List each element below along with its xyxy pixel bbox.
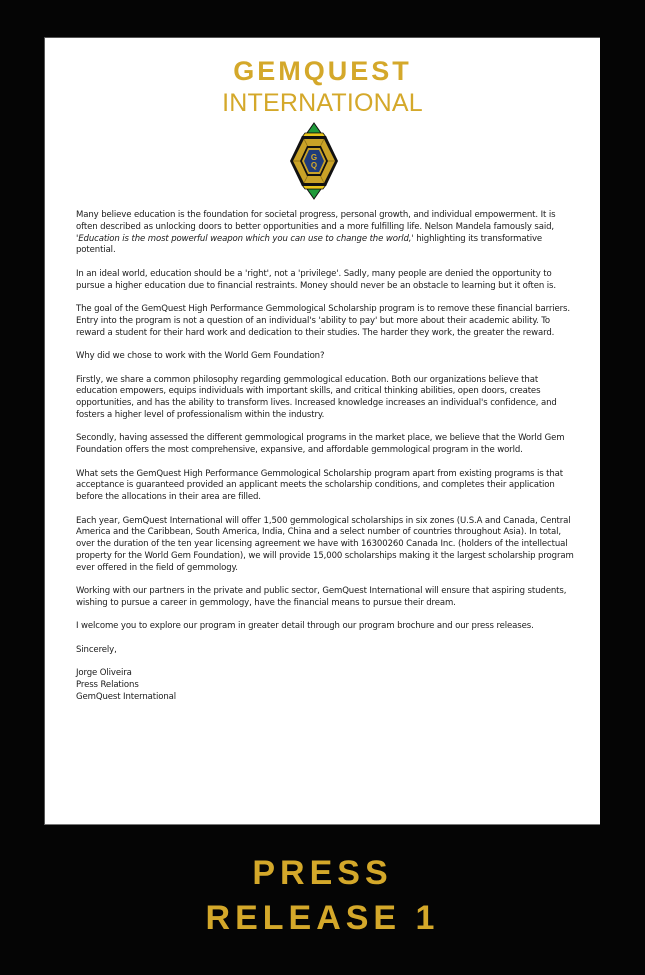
mandela-quote: Education is the most powerful weapon which you can use to change the world,' — [78, 233, 414, 244]
paragraph-welcome: I welcome you to explore our program in greater detail through our program brochure and our press releases. — [76, 621, 534, 632]
press-release-page — [44, 37, 600, 825]
paragraph-partners: Working with our partners in the private and public sector, GemQuest International will ensure that aspiring students, wishing to pursue a career in gemmology, have the financial means to pursue their dream. — [76, 586, 567, 608]
signature-organization: GemQuest International — [76, 691, 177, 702]
brand-name: GEMQUEST — [233, 56, 412, 86]
brand-subtitle: INTERNATIONAL — [222, 89, 423, 117]
paragraph-each-year: Each year, GemQuest International will offer 1,500 gemmological scholarships in six zones (U.S.A and Canada, Central America and the Caribbean, South America, India, China and a select number of countries throughout Asia). In total, over the duration of the ten year licensing agreement we have with 16300260 Canada Inc. (holders of the intellectual property for the World Gem Foundation), we will provide 15,000 scholarships making it the largest scholarship program ever offered in the field of gemmology. — [76, 515, 574, 573]
signature-title: Press Relations — [76, 680, 139, 690]
signature-name: Jorge Oliveira — [76, 668, 132, 679]
paragraph-intro: Many believe education is the foundation for societal progress, personal growth, and individual empowerment. It is often described as unlocking doors to better opportunities and a more fulfilling life. Nelson Mandela famously said, 'Education is the most powerful weapon which you can use to change the world,' highlighting its transformative potential. — [76, 210, 556, 256]
paragraph-program-goal: The goal of the GemQuest High Performance Gemmological Scholarship program is to remove these financial barriers. Entry into the program is not a question of an individual's 'ability to pay' but more about their academic ability. To reward a student for their hard work and dedication to their studies. The harder they work, the greater the reward. — [76, 304, 570, 338]
letter-body — [76, 210, 576, 704]
paragraph-secondly: Secondly, having assessed the different gemmological programs in the market place, we believe that the World Gem Foundation offers the most comprehensive, expansive, and affordable gemmological program in the world. — [76, 433, 565, 455]
paragraph-what-sets-apart: What sets the GemQuest High Performance Gemmological Scholarship program apart from existing programs is that acceptance is guaranteed provided an applicant meets the scholarship conditions, and completes their application before the allocations in their area are filled. — [76, 468, 564, 502]
gemquest-hexagon-logo-icon — [289, 122, 339, 200]
closing: Sincerely, — [76, 644, 117, 655]
paragraph-firstly: Firstly, we share a common philosophy regarding gemmological education. Both our organizations believe that education empowers, equips individuals with important skills, and critical thinking abilities, open doors, creates opportunities, and has the ability to transform lives. Increased knowledge increases an individual's confidence, and fosters a higher level of professionalism within the industry. — [76, 374, 557, 420]
paragraph-question: Why did we chose to work with the World Gem Foundation? — [76, 351, 325, 361]
logo-monogram-g: G — [310, 153, 318, 162]
footer-title-press: PRESS — [252, 854, 393, 892]
logo-monogram-q: Q — [310, 161, 318, 170]
paragraph-ideal-world: In an ideal world, education should be a 'right', not a 'privilege'. Sadly, many people are denied the opportunity to pursue a higher education due to financial restraints. Money should never be an obstacle to learning but it often is. — [76, 268, 556, 291]
footer-title-release: RELEASE 1 — [205, 899, 440, 937]
